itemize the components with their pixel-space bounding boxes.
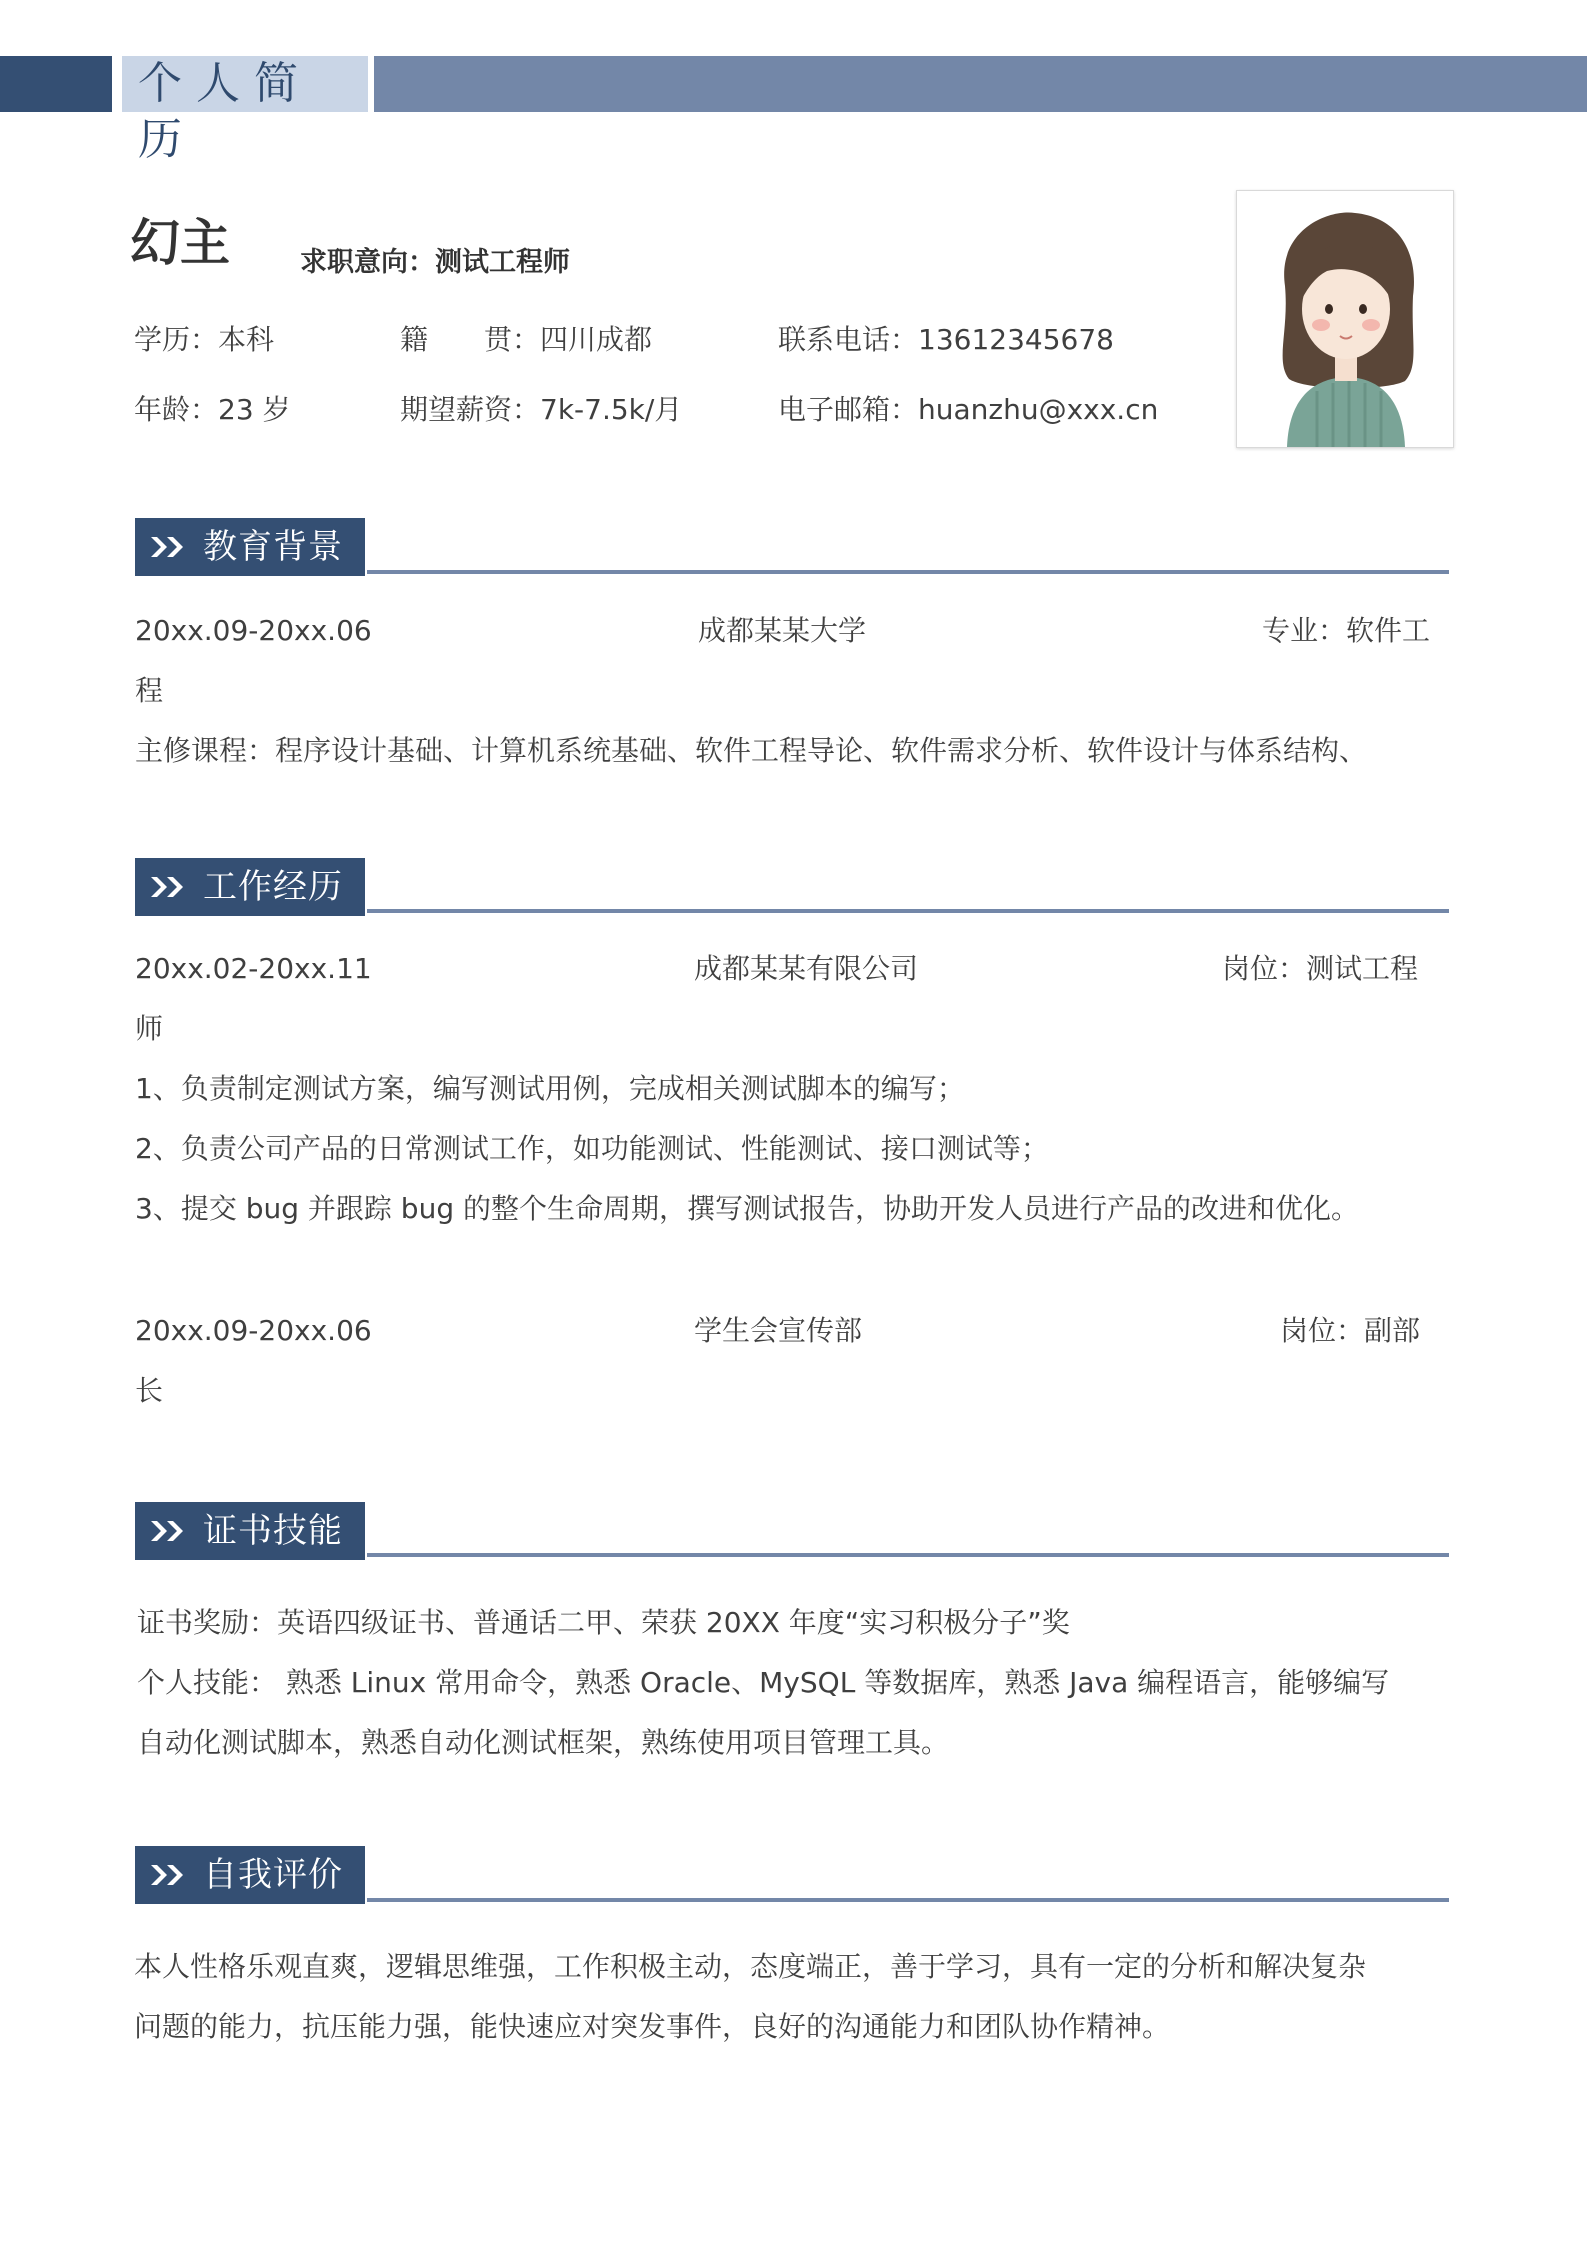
job1-duty: 2、负责公司产品的日常测试工作，如功能测试、性能测试、接口测试等；: [135, 1132, 1049, 1165]
section-header-skills: [135, 1502, 365, 1560]
education-major-cont: 程: [135, 674, 164, 707]
section-title: 工作经历: [203, 867, 343, 907]
section-title: 自我评价: [203, 1855, 343, 1895]
info-salary: 期望薪资：7k-7.5k/月: [400, 393, 683, 426]
job1-position-cont: 师: [135, 1012, 164, 1045]
job2-position-cont: 长: [135, 1374, 164, 1407]
profile-photo: [1236, 190, 1454, 448]
job1-period: 20xx.02-20xx.11: [135, 952, 372, 985]
info-phone: 联系电话：13612345678: [778, 323, 1114, 356]
job1-duty: 3、提交 bug 并跟踪 bug 的整个生命周期，撰写测试报告，协助开发人员进行产品的改进和优化。: [135, 1192, 1360, 1225]
section-divider: [367, 1553, 1449, 1557]
job2-period: 20xx.09-20xx.06: [135, 1314, 372, 1347]
avatar-illustration-icon: [1237, 191, 1453, 447]
skills-text-cont: 自动化测试脚本，熟悉自动化测试框架，熟练使用项目管理工具。: [137, 1726, 950, 1759]
info-origin: 籍 贯：四川成都: [400, 323, 653, 356]
section-divider: [367, 1898, 1449, 1902]
applicant-name: 幻主: [130, 214, 230, 272]
double-chevron-icon: [149, 871, 189, 903]
section-divider: [367, 570, 1449, 574]
job2-company: 学生会宣传部: [694, 1314, 863, 1347]
education-school: 成都某某大学: [698, 614, 867, 647]
double-chevron-icon: [149, 1515, 189, 1547]
skills-text: 个人技能： 熟悉 Linux 常用命令，熟悉 Oracle、MySQL 等数据库，熟悉 Java 编程语言，能够编写: [137, 1666, 1390, 1699]
page-title: 个人简历: [138, 58, 312, 165]
banner-title-block: [122, 56, 368, 165]
job1-company: 成都某某有限公司: [694, 952, 919, 985]
section-title: 证书技能: [203, 1511, 343, 1551]
info-email: 电子邮箱：huanzhu@xxx.cn: [778, 393, 1159, 426]
banner-accent-block: [0, 56, 112, 112]
education-period: 20xx.09-20xx.06: [135, 614, 372, 647]
job-objective: 求职意向：测试工程师: [300, 247, 570, 278]
info-age: 年龄：23 岁: [134, 393, 291, 426]
education-major: 专业：软件工: [1262, 614, 1431, 647]
job1-position: 岗位：测试工程: [1222, 952, 1419, 985]
section-divider: [367, 909, 1449, 913]
section-header-education: [135, 518, 365, 576]
section-header-self-eval: [135, 1846, 365, 1904]
double-chevron-icon: [149, 531, 189, 563]
job1-duty: 1、负责制定测试方案，编写测试用例，完成相关测试脚本的编写；: [135, 1072, 965, 1105]
double-chevron-icon: [149, 1859, 189, 1891]
banner-bar: [374, 56, 1587, 112]
certificates-text: 证书奖励：英语四级证书、普通话二甲、荣获 20XX 年度“实习积极分子”奖: [137, 1606, 1070, 1639]
education-courses: 主修课程：程序设计基础、计算机系统基础、软件工程导论、软件需求分析、软件设计与体系结构、: [135, 734, 1368, 767]
self-eval-text-cont: 问题的能力，抗压能力强，能快速应对突发事件，良好的沟通能力和团队协作精神。: [134, 2010, 1171, 2043]
self-eval-text: 本人性格乐观直爽，逻辑思维强，工作积极主动，态度端正，善于学习，具有一定的分析和解决复杂: [134, 1950, 1367, 1983]
job2-position: 岗位：副部: [1280, 1314, 1421, 1347]
section-header-work: [135, 858, 365, 916]
section-title: 教育背景: [203, 527, 343, 567]
info-education: 学历：本科: [134, 323, 275, 356]
